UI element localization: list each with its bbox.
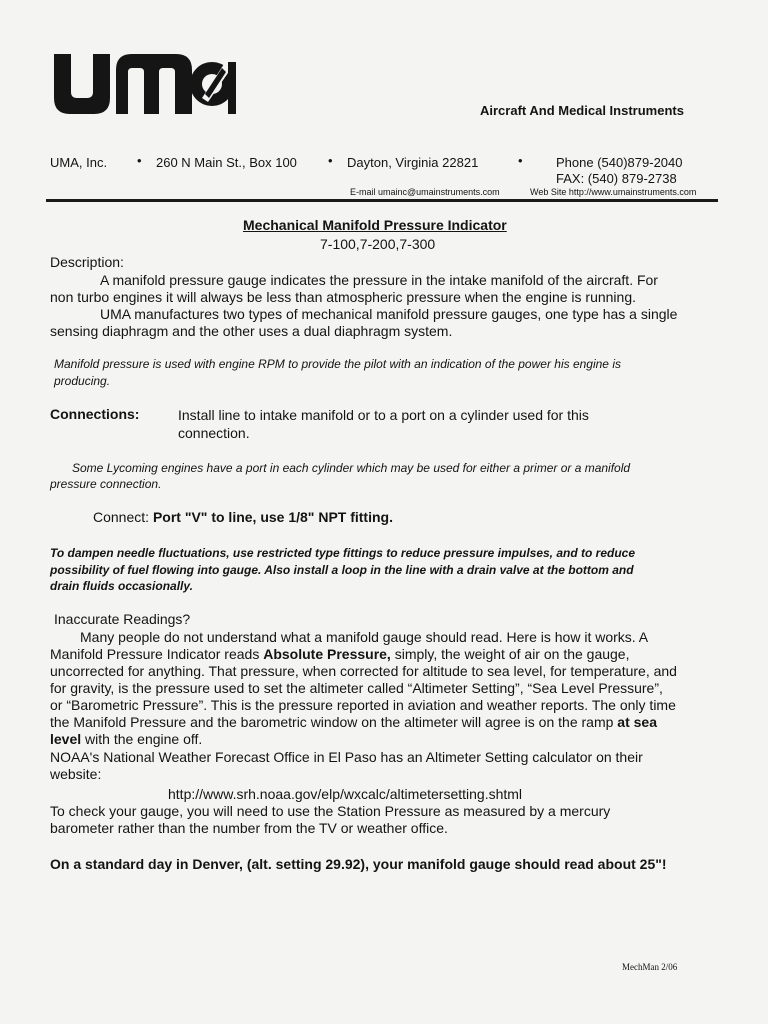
text-span: with the engine off. — [81, 731, 203, 747]
city-address: Dayton, Virginia 22821 — [347, 155, 479, 170]
dampen-note: drain fluids occasionally. — [50, 579, 193, 593]
description-text: sensing diaphragm and the other uses a dual diaphragm system. — [50, 323, 453, 339]
sea-level-term: at sea — [617, 714, 657, 730]
inaccurate-text: or “Barometric Pressure”. This is the pressure reported in aviation and weather reports. The only time — [50, 697, 676, 713]
company-name: UMA, Inc. — [50, 155, 108, 170]
connections-text: connection. — [178, 425, 250, 441]
inaccurate-text: for gravity, is the pressure used to set the altimeter called “Altimeter Setting”, “Sea Level Pressure”, — [50, 680, 663, 696]
inaccurate-text: Many people do not understand what a manifold gauge should read. Here is how it works. A — [80, 629, 649, 645]
connect-port: Port "V" to line, use 1/8" NPT fitting. — [152, 509, 393, 525]
description-text: UMA manufactures two types of mechanical manifold pressure gauges, one type has a single — [100, 306, 678, 322]
inaccurate-heading: Inaccurate Readings? — [54, 611, 191, 627]
bullet: • — [137, 153, 142, 168]
bullet: • — [518, 153, 523, 168]
model-numbers: 7-100,7-200,7-300 — [320, 236, 436, 252]
tagline: Aircraft And Medical Instruments — [480, 103, 684, 118]
description-text: non turbo engines it will always be less than atmospheric pressure when the engine is running. — [50, 289, 637, 305]
inaccurate-text — [50, 731, 202, 748]
logo-letter-m — [116, 54, 192, 114]
website-address: Web Site http://www.umainstruments.com — [530, 187, 697, 197]
inaccurate-text: uncorrected for anything. That pressure, when corrected for altitude to sea level, for temperature, and — [50, 663, 677, 679]
email-address: E-mail umainc@umainstruments.com — [350, 187, 500, 197]
dampen-note: To dampen needle fluctuations, use restricted type fittings to reduce pressure impulses, and to reduce — [50, 546, 636, 560]
description-heading: Description: — [50, 254, 124, 270]
noaa-url[interactable]: http://www.srh.noaa.gov/elp/wxcalc/altimetersetting.shtml — [168, 786, 523, 802]
sea-level-term: level — [50, 731, 82, 747]
text-span: Manifold Pressure Indicator reads — [50, 646, 264, 662]
bullet: • — [328, 153, 333, 168]
lycoming-note: pressure connection. — [50, 477, 162, 491]
connect-instruction — [93, 509, 393, 526]
fax-number: FAX: (540) 879-2738 — [556, 171, 677, 186]
footer-code: MechMan 2/06 — [622, 962, 678, 972]
lycoming-note: Some Lycoming engines have a port in each cylinder which may be used for either a primer or a manifold — [72, 461, 631, 475]
text-span: simply, the weight of air on the gauge, — [390, 646, 630, 662]
text-span: the Manifold Pressure and the barometric window on the altimeter will agree is on the ramp — [50, 714, 618, 730]
connections-label: Connections: — [50, 406, 140, 422]
inaccurate-text: barometer rather than the number from the TV or weather office. — [50, 820, 448, 836]
inaccurate-text: To check your gauge, you will need to use the Station Pressure as measured by a mercury — [50, 803, 611, 819]
inaccurate-text: NOAA's National Weather Forecast Office in El Paso has an Altimeter Setting calculator on their — [50, 749, 643, 765]
absolute-pressure-term: Absolute Pressure, — [263, 646, 391, 662]
header-divider — [46, 199, 718, 202]
logo-letter-u — [54, 54, 110, 114]
rpm-note: Manifold pressure is used with engine RPM to provide the pilot with an indication of the power his engine is — [54, 357, 621, 371]
document-title: Mechanical Manifold Pressure Indicator — [243, 217, 507, 233]
uma-logo — [52, 46, 238, 116]
inaccurate-text: website: — [50, 766, 102, 782]
dampen-note: possibility of fuel flowing into gauge. Also install a loop in the line with a drain valve at the bottom and — [50, 563, 634, 577]
standard-day-note: On a standard day in Denver, (alt. setting 29.92), your manifold gauge should read about 25"! — [50, 856, 667, 872]
description-text: A manifold pressure gauge indicates the pressure in the intake manifold of the aircraft. For — [100, 272, 658, 288]
connect-prefix: Connect: — [93, 509, 153, 525]
phone-number: Phone (540)879-2040 — [556, 155, 683, 170]
rpm-note: producing. — [54, 374, 111, 388]
street-address: 260 N Main St., Box 100 — [156, 155, 297, 170]
connections-text: Install line to intake manifold or to a port on a cylinder used for this — [178, 407, 589, 423]
inaccurate-text — [50, 646, 629, 663]
inaccurate-text — [50, 714, 657, 731]
